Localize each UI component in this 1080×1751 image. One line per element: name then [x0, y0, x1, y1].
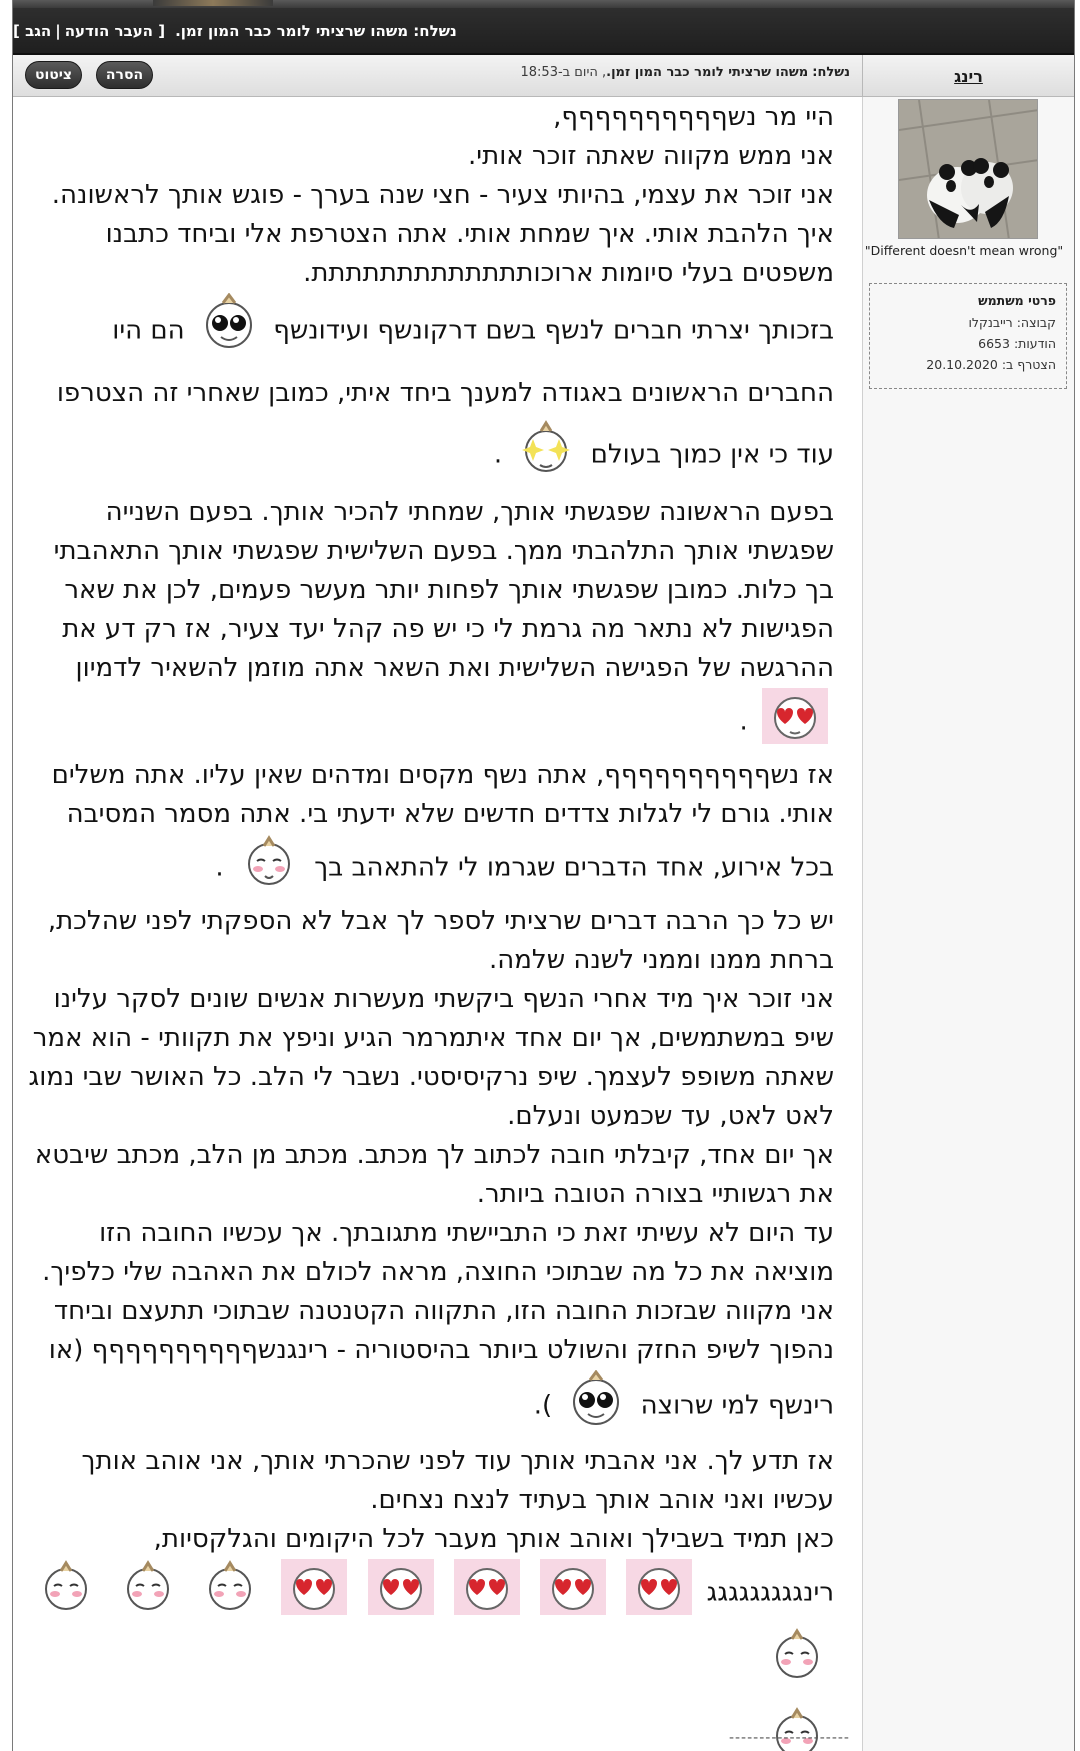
- heart-eyes-icon: [762, 688, 828, 756]
- blush-face-icon: [199, 1559, 261, 1627]
- post-body: [13, 98, 850, 1751]
- text-span: אני מקווה שבזכות החובה הזו, התקווה הקטנטנה שבתוכי תתעצם וביחד נהפוך לשיפ החזק והשולט ביותר בהיסטוריה - רינגנשףףףףףףףףףף (או רינשף למי שרוצה: [48, 1296, 834, 1421]
- signature-separator: --------------------: [728, 1730, 850, 1746]
- heart-eyes-icon: [368, 1559, 434, 1627]
- blush-face-icon: [35, 1559, 97, 1627]
- text-paragraph: אני זוכר איך מיד אחרי הנשף ביקשתי מעשרות אנשים שונים לסקר עלינו שיפ במשתמשים, אך יום אחד איתמרמר הגיע וניפץ את תקוותי - הוא אמר שאתה משופפ לעצמך. שיפ נרקיסיסטי. נשבר לי הלב. כל האושר שבי נמוג לאט לאט, עד שכמעט ונעלם.: [28, 984, 834, 1131]
- post-content: [13, 98, 850, 1751]
- post-header-row: [13, 55, 1074, 97]
- user-details-title: פרטי משתמש: [978, 293, 1056, 308]
- user-group: קבוצה: רייבנקלו: [968, 315, 1056, 330]
- heart-eyes-icon: [540, 1559, 606, 1627]
- author-sidebar: [862, 97, 1074, 1751]
- forum-post-frame: [12, 0, 1075, 1751]
- text-paragraph: אך יום אחד, קיבלתי חובה לכתוב לך מכתב. מכתב מן הלב, מכתב שיבטא את רגשותיי בצורה הטובה ביותר.: [34, 1140, 834, 1209]
- user-joined: הצטרף ב: 20.10.2020: [926, 357, 1056, 372]
- text-paragraph: עד היום לא עשיתי זאת כי התביישתי מתגובתך. אך עכשיו החובה הזו מוציאה את כל מה שבתוכי החוצה, מראה לכולם את האהבה שלי כלפיך.: [42, 1218, 834, 1287]
- title-links: [ העבר הודעה|הגב ]: [13, 21, 166, 40]
- text-span: .: [739, 706, 748, 737]
- text-span: הם היו החברים הראשונים באגודה למענך ביחד איתי, כמובן שאחרי זה הצטרפו עוד כי אין כמוך בעולם: [56, 315, 834, 470]
- top-border: [13, 0, 1074, 8]
- text-line: היי מר נשףףףףףףףףףף,: [553, 102, 834, 132]
- shock-face-icon: [566, 1370, 626, 1442]
- text-paragraph: [19, 1292, 834, 1442]
- text-paragraph: אני זוכר את עצמי, בהיותי צעיר - חצי שנה בערך - פוגש אותך לראשונה. איך הלהבת אותי. איך שמחת אותי. אתה הצטרפת אלי וביחד כתבנו משפטים בעלי סיומות ארוכותתתתתתתתתתתתת.: [51, 180, 834, 288]
- text-paragraph: [19, 756, 834, 902]
- sparkle-face-icon: [516, 417, 576, 493]
- reply-link[interactable]: הגב: [25, 21, 52, 40]
- text-line: אני ממש מקווה שאתה זוכר אותי.: [468, 141, 834, 171]
- shock-face-icon: [199, 293, 259, 369]
- text-line: כאן תמיד בשבילך ואוהב אותך מעבר לכל היקומים והגלקסיות,: [153, 1524, 834, 1554]
- text-span: רינגגגגגגגגג: [706, 1577, 834, 1608]
- blush-face-icon: [117, 1559, 179, 1627]
- text-paragraph: [19, 293, 834, 493]
- remove-button[interactable]: הסרה: [96, 61, 153, 89]
- post-title-bar: [13, 8, 1074, 55]
- text-paragraph: אז תדע לך. אני אהבתי אותך עוד לפני שהכרתי אותך, אני אוהב אותך עכשיו ואני אוהב אותך בעתיד לנצח נצחים.: [81, 1446, 834, 1515]
- post-title: נשלח: משהו שרציתי לומר כבר המון זמן.: [175, 21, 457, 40]
- forward-message-link[interactable]: העבר הודעה: [64, 21, 153, 40]
- post-meta-time: , היום ב-18:53: [520, 65, 607, 80]
- post-meta: [521, 65, 851, 80]
- text-span: .: [493, 439, 503, 470]
- text-line: [19, 1559, 834, 1695]
- heart-eyes-icon: [281, 1559, 347, 1627]
- emoticon-line: [19, 1703, 834, 1751]
- avatar[interactable]: [898, 99, 1038, 239]
- user-posts: הודעות: 6653: [978, 336, 1056, 351]
- avatar-caption: "Different doesn't mean wrong": [864, 243, 1064, 258]
- heart-eyes-icon: [626, 1559, 692, 1627]
- text-span: ).: [533, 1390, 553, 1421]
- text-span: בזכותך יצרתי חברים לנשף בשם דרקונשף ועידונשף: [273, 315, 834, 346]
- post-meta-subject: משהו שרציתי לומר כבר המון זמן.: [606, 65, 809, 80]
- blush-face-icon: [766, 1627, 828, 1695]
- blush-face-icon: [238, 834, 300, 902]
- author-name-link[interactable]: רינג: [862, 55, 1074, 97]
- text-paragraph: [19, 493, 834, 756]
- heart-eyes-icon: [454, 1559, 520, 1627]
- post-meta-prefix: נשלח:: [812, 65, 850, 80]
- text-span: אז נשףףףףףףףףףף, אתה נשף מקסים ומדהים שאין עליו. אתה משלים אותי. גורם לי לגלות צדדים חדשים שלא ידעתי בי. אתה מסמר המסיבה בכל אירוע, אחד הדברים שגרמו לי להתאהב בך: [51, 760, 834, 883]
- text-span: .: [215, 852, 224, 883]
- quote-button[interactable]: ציטוט: [25, 61, 82, 89]
- user-details-box: [869, 283, 1067, 389]
- text-span: בפעם הראשונה שפגשתי אותך, שמחתי להכיר אותך. בפעם השנייה שפגשתי אותך התלהבתי ממך. בפעם השלישית שפגשתי אותך התאהבתי בך כלות. כמובן שפגשתי אותך לפחות יותר מעשר פעמים, לכן את שאר הפגישות לא נתאר מה גרמת לי כי יש פה קהל יעד צעיר, אז רק דע את ההרגשה של הפגישה השלישית ואת השאר אתה מוזמן להשאיר לדמיון: [53, 497, 834, 683]
- text-paragraph: יש כל כך הרבה דברים שרציתי לספר לך אבל לא הספקתי לפני שהלכת, ברחת ממנו וממני לשנה שלמה.: [47, 906, 834, 975]
